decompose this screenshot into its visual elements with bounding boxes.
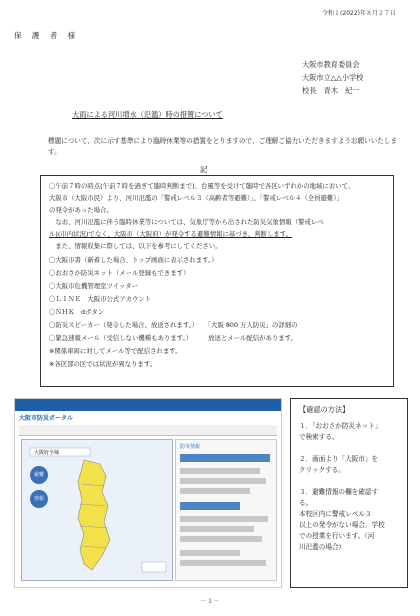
method-box <box>290 398 408 588</box>
school-name: 大阪市立△△小学校 <box>302 73 364 82</box>
principal-name: 校長 青木 紀一 <box>302 86 360 95</box>
box-line: 〇ＬＩＮＥ 大阪市公式アカウント <box>49 295 152 303</box>
website-screenshot <box>14 398 282 588</box>
method-line: で検索する。 <box>299 433 339 441</box>
box-line: 〇ＮＨＫ dボタン <box>49 308 105 316</box>
osaka-map-graphic <box>22 440 172 580</box>
info-bar <box>180 502 240 510</box>
info-bar <box>180 454 270 462</box>
info-line <box>180 526 254 532</box>
ki-heading: 記 <box>200 165 208 174</box>
site-header: 大阪市防災ポータル <box>19 415 74 422</box>
method-line: る。 <box>299 499 313 507</box>
map-circle-button[interactable]: 情報 <box>30 490 48 508</box>
box-line: 〇緊急速報メール（受信しない機種もあります。） 放送とメール配信があります。 <box>49 334 297 342</box>
info-line <box>180 536 262 542</box>
info-line <box>180 468 260 474</box>
box-line: 〇おおさか防災ネット（メール登録もできます） <box>49 269 190 277</box>
page-number: － 1 － <box>200 598 220 605</box>
document-title: 大雨による河川増水（氾濫）時の措置について <box>72 110 223 119</box>
box-line: なお、河川氾濫に伴う臨時休業等については、気象庁等から出された防災気象情報（警戒レベ <box>49 218 324 226</box>
box-line: 大阪市（大阪市民）より、河川氾濫の「警戒レベル３（高齢者等避難）」、「警戒レベル４（全員避難）」 <box>49 194 343 202</box>
info-line <box>180 516 268 522</box>
method-line: ３．避難情報の欄を確認す <box>299 488 379 496</box>
osaka-region-shape <box>78 460 110 570</box>
info-line <box>180 550 240 556</box>
box-line: の発令があった場合。 <box>49 206 113 214</box>
intro-paragraph: 標題について、次に示す基準により臨時休業等の措置をとりますので、ご理解ご協力いただきますようお願いいたします。 <box>48 137 398 156</box>
method-line: １．「おおさか防災ネット」 <box>299 422 382 430</box>
info-line <box>180 560 266 566</box>
map-label: 大阪府全域 <box>34 450 60 456</box>
method-line: ２．画面より「大阪市」を <box>299 455 379 463</box>
document-date: 令和１(2022)年８月２７日 <box>322 10 396 17</box>
method-line: クリックする。 <box>299 466 345 474</box>
box-line: ※関係車両に対してメール等で配信されます。 <box>49 347 182 355</box>
info-line <box>180 478 266 484</box>
map-circle-button[interactable]: 避難 <box>30 466 48 484</box>
box-line: 〇大阪市書（新着した場合、トップ画面に表示されます。） <box>49 256 218 264</box>
criteria-box <box>40 175 394 387</box>
method-line: 以上の発令がない場合、学校 <box>299 521 385 529</box>
box-line: ル)(市内状況)でなく、大阪市（大阪府）が発令する避難情報に基づき、判断します。 <box>49 230 293 238</box>
box-line: ※各区部の区では状況が異なります。 <box>49 360 157 368</box>
info-panel <box>175 439 277 581</box>
method-title: 【確認の方法】 <box>299 405 350 414</box>
map-panel <box>21 439 173 581</box>
site-tabs <box>19 425 277 436</box>
organization-name: 大阪市教育委員会 <box>302 60 360 69</box>
box-line: また、情報収集に際しては、以下を参考にしてください。 <box>49 242 222 250</box>
box-line: 〇防災スピーカー（発令した場合、放送されます。） 「大阪 800 万人防災」の詳細の <box>49 321 298 329</box>
box-line: 〇大阪市危機管理室ツイッター <box>49 282 139 290</box>
method-line: での授業を行います。（河 <box>299 532 375 540</box>
info-line <box>180 488 250 494</box>
organization-block <box>302 58 363 97</box>
method-line: 本校区内に警戒レベル３ <box>299 510 372 518</box>
box-line: 〇午前７時の時点(午前７時を過ぎて臨時判断まで)、台風等を受けて臨時で各区いずれかの地域において、 <box>49 182 355 190</box>
info-panel-title: 防災情報 <box>180 444 201 450</box>
site-top-bar <box>15 399 281 411</box>
method-line: 川氾濫の場合） <box>299 543 346 551</box>
recipient: 保 護 者 様 <box>14 31 80 40</box>
